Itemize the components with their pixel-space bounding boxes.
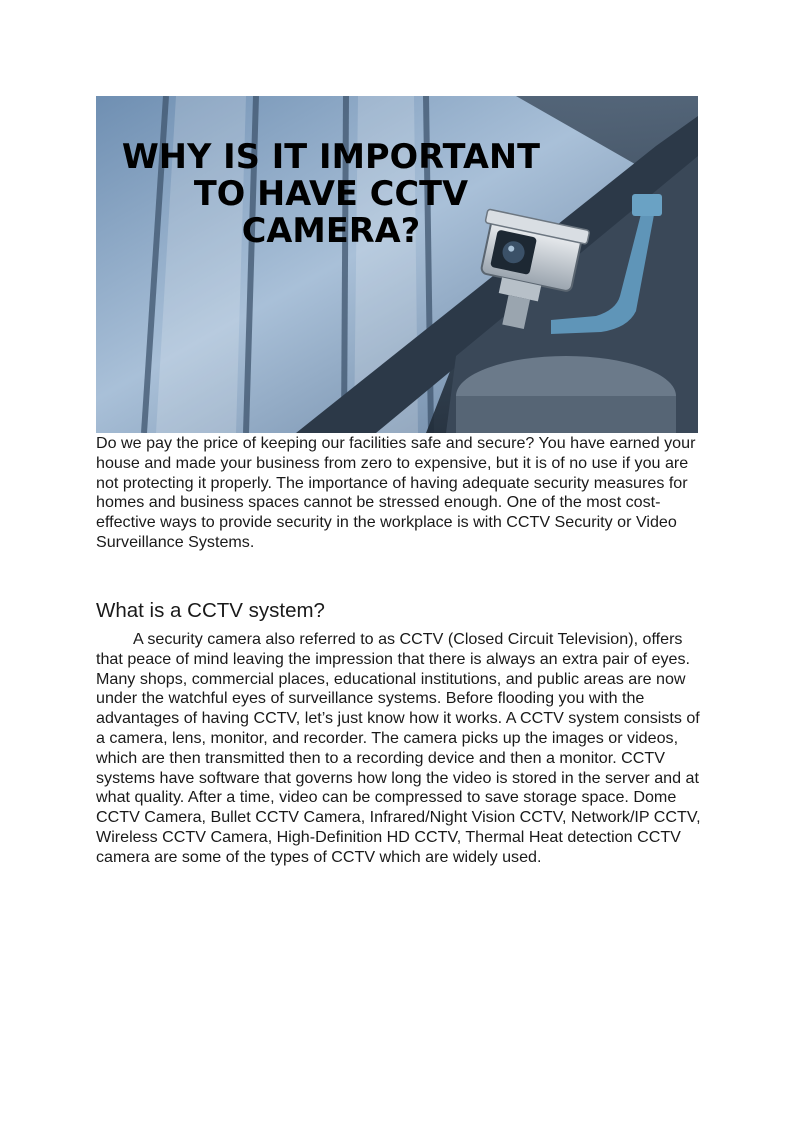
hero-title-line: CAMERA? <box>241 211 421 250</box>
hero-title-line: TO HAVE CCTV <box>193 174 469 213</box>
section-heading: What is a CCTV system? <box>96 599 325 622</box>
intro-paragraph: Do we pay the price of keeping our facilities safe and secure? You have earned your house and made your business from zero to expensive, but it is of no use if you are not protecting it properly. The importance of having adequate security measures for homes and business spaces cannot be stressed enough. One of the most cost-effective ways to provide security in the workplace is with CCTV Security or Video Surveillance Systems. <box>96 434 696 551</box>
hero-image <box>96 96 698 433</box>
hero-title <box>108 138 554 249</box>
hero-title-line: WHY IS IT IMPORTANT <box>121 137 541 176</box>
section-paragraph: A security camera also referred to as CCTV (Closed Circuit Television), offers that peace of mind leaving the impression that there is always an extra pair of eyes. Many shops, commercial places, educational institutions, and public areas are now under the watchful eyes of surveillance systems. Before flooding you with the advantages of having CCTV, let’s just know how it works. A CCTV system consists of a camera, lens, monitor, and recorder. The camera picks up the images or videos, which are then transmitted then to a recording device and then a monitor. CCTV systems have software that governs how long the video is stored in the server and at what quality. After a time, video can be compressed to save storage space. Dome CCTV Camera, Bullet CCTV Camera, Infrared/Night Vision CCTV, Network/IP CCTV, Wireless CCTV Camera, High-Definition HD CCTV, Thermal Heat detection CCTV camera are some of the types of CCTV which are widely used. <box>96 630 701 866</box>
